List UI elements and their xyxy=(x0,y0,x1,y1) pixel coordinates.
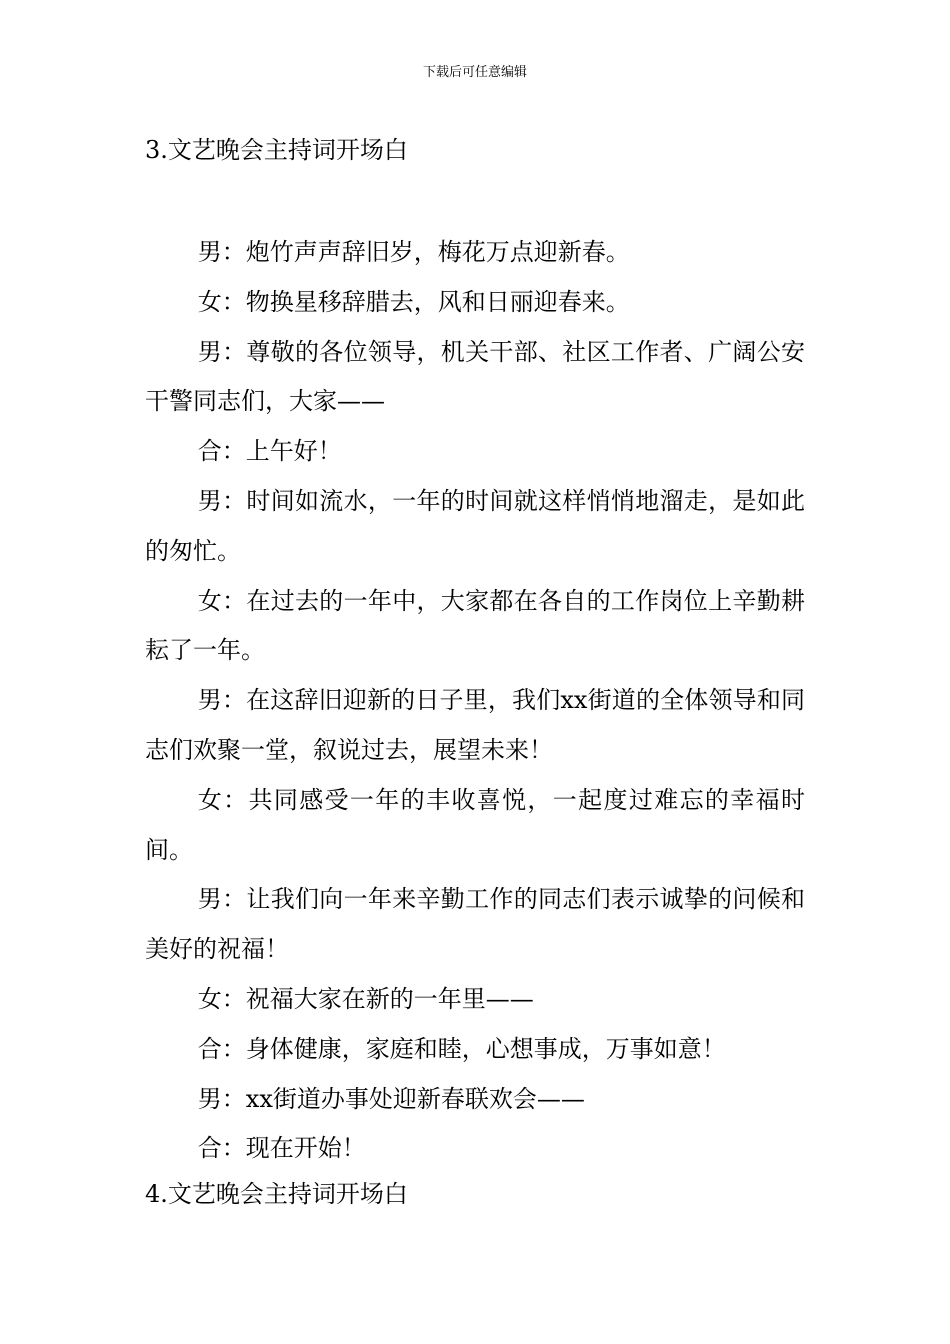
script-body xyxy=(145,228,805,1174)
dialogue-paragraph: 合：现在开始！ xyxy=(197,1134,366,1163)
dialogue-paragraph: 女：物换星移辞腊去，风和日丽迎春来。 xyxy=(197,287,630,316)
section-heading-4: 4.文艺晚会主持词开场白 xyxy=(145,1180,408,1208)
dialogue-paragraph: 男：时间如流水，一年的时间就这样悄悄地溜走，是如此的匆忙。 xyxy=(145,486,805,565)
dialogue-paragraph: 男：在这辞旧迎新的日子里，我们xx街道的全体领导和同志们欢聚一堂，叙说过去，展望未来！ xyxy=(145,686,805,764)
dialogue-paragraph: 女：祝福大家在新的一年里—— xyxy=(197,984,534,1013)
dialogue-paragraph: 女：在过去的一年中，大家都在各自的工作岗位上辛勤耕耘了一年。 xyxy=(145,586,805,665)
dialogue-paragraph: 男：让我们向一年来辛勤工作的同志们表示诚挚的问候和美好的祝福！ xyxy=(145,885,805,964)
dialogue-paragraph: 合：上午好！ xyxy=(197,437,342,466)
dialogue-paragraph: 女：共同感受一年的丰收喜悦，一起度过难忘的幸福时间。 xyxy=(145,785,805,864)
dialogue-paragraph: 男：炮竹声声辞旧岁，梅花万点迎新春。 xyxy=(197,238,630,266)
section-heading-3: 3.文艺晚会主持词开场白 xyxy=(145,136,408,164)
page-header: 下载后可任意编辑 xyxy=(422,65,527,80)
dialogue-paragraph: 合：身体健康，家庭和睦，心想事成，万事如意！ xyxy=(197,1034,726,1063)
dialogue-paragraph: 男：xx街道办事处迎新春联欢会—— xyxy=(197,1084,585,1113)
dialogue-paragraph: 男：尊敬的各位领导，机关干部、社区工作者、广阔公安干警同志们，大家—— xyxy=(145,337,805,416)
